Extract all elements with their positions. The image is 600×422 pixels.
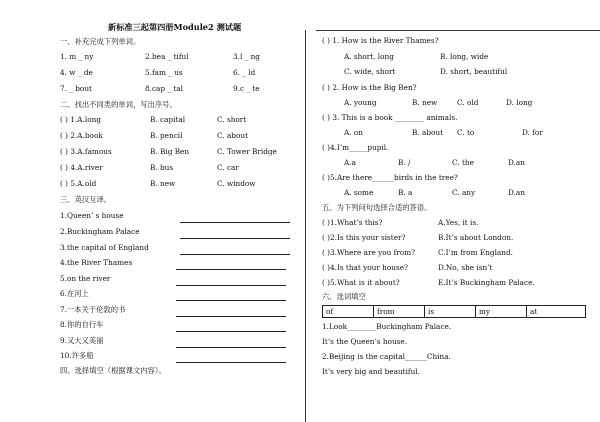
s4-q2-opt: C. old [457, 98, 479, 107]
s4-q4: ( )4.I’m_____pupil. [322, 143, 389, 152]
column-divider [305, 30, 306, 422]
s4-q3-opt: C. to [457, 128, 475, 137]
s5-question: ( )4.Is that your house? [322, 263, 408, 272]
s3-item: 10.许多船 [60, 351, 94, 360]
s4-q4-opt: A.a [344, 158, 356, 167]
word-bank-cell: at [527, 306, 586, 318]
s2-q4-b: B. bus [150, 163, 174, 172]
s4-q1: ( ) 1. How is the River Thames? [322, 36, 439, 45]
s4-q3-opt: B. about [412, 128, 444, 137]
right-top-rule [316, 30, 600, 31]
word-bank-cell: from [374, 306, 425, 318]
word-bank-table [322, 305, 586, 318]
section4-heading: 四、选择填空（根据课文内容）。 [60, 366, 166, 375]
page-title: 新标准三起第四册Module2 测试题 [108, 22, 242, 32]
answer-blank[interactable] [176, 285, 286, 286]
s4-q3: ( ) 3. This is a book ________ animals. [322, 113, 458, 122]
s2-q1: ( ) 1.A.long [60, 115, 101, 124]
s4-q1-opt: C. wide, short [344, 67, 396, 76]
section1-heading: 一、补充完成下列单词。 [60, 37, 141, 46]
answer-blank[interactable] [176, 362, 286, 363]
s6-line: It’s very big and beautiful. [322, 367, 420, 376]
s4-q2-opt: D. long [506, 98, 533, 107]
s6-line: It’s the Queen’s house. [322, 337, 408, 346]
answer-blank[interactable] [176, 331, 286, 332]
s4-q1-opt: A. short, long [344, 52, 394, 61]
s4-q5-opt: D.an [508, 188, 525, 197]
s4-q5-opt: A. some [344, 188, 374, 197]
s4-q1-opt: B. long, wide [440, 52, 489, 61]
s2-q4-c: C. car [217, 163, 239, 172]
answer-blank[interactable] [176, 316, 286, 317]
s4-q3-opt: D. for [522, 128, 543, 137]
s3-item: 7.一本关于伦敦的书 [60, 305, 126, 314]
s5-question: ( )5.What is it about? [322, 278, 400, 287]
s2-q2-c: C. about [217, 131, 249, 140]
s4-q4-opt: C. the [452, 158, 474, 167]
s4-q5-opt: B. a [398, 188, 413, 197]
s2-q5-c: C. window [217, 179, 256, 188]
s1-item: 9.c _ te [233, 84, 260, 93]
s2-q3: ( ) 3.A.famous [60, 147, 112, 156]
section3-heading: 三、英汉互译。 [60, 195, 112, 204]
s4-q5: ( )5.Are there______birds in the tree? [322, 173, 458, 182]
answer-blank[interactable] [180, 254, 290, 255]
word-bank-cell: is [425, 306, 476, 318]
s4-q4-opt: D.an [508, 158, 525, 167]
s3-item: 1.Queen’ s house [60, 211, 124, 220]
s5-question: ( )2.Is this your sister? [322, 233, 406, 242]
s3-item: 5.on the river [60, 274, 111, 283]
s2-q1-b: B. capital [150, 115, 186, 124]
answer-blank[interactable] [176, 347, 286, 348]
section2-heading: 二、找出不同类的单词，写出序号。 [60, 100, 177, 109]
s5-answer: C.I’m from England. [438, 248, 513, 257]
s3-item: 2.Buckingham Palace [60, 227, 140, 236]
s5-question: ( )1.What’s this? [322, 218, 383, 227]
s4-q2: ( ) 2. How is the Big Ben? [322, 83, 417, 92]
s1-item: 7. _ bout [60, 84, 92, 93]
section5-heading: 五、为下列问句选择合适的答语。 [322, 203, 432, 212]
s3-item: 6.在河上 [60, 289, 89, 298]
answer-blank[interactable] [176, 300, 286, 301]
s1-item: 6. _ ld [233, 68, 256, 77]
s1-item: 8.cap _ tal [145, 84, 183, 93]
s1-item: 2.bea _ tiful [145, 52, 189, 61]
section6-heading: 六、选词填空 [322, 292, 366, 301]
s5-answer: A.Yes, it is. [438, 218, 479, 227]
s2-q2-b: B. pencil [150, 131, 183, 140]
s3-item: 8.你的自行车 [60, 320, 104, 329]
word-bank-cell: of [323, 306, 374, 318]
s2-q3-c: C. Tower Bridge [217, 147, 277, 156]
answer-blank[interactable] [180, 238, 290, 239]
s1-item: 5.fam _ us [145, 68, 183, 77]
word-bank-cell: my [476, 306, 527, 318]
s3-item: 3.the capital of England [60, 243, 149, 252]
s3-item: 9.又大又美丽 [60, 336, 104, 345]
s1-item: 3.l _ ng [233, 52, 260, 61]
s5-answer: B.It’s about London. [438, 233, 514, 242]
s4-q2-opt: A. young [344, 98, 377, 107]
s5-question: ( )3.Where are you from? [322, 248, 416, 257]
s6-line: 2.Beijing is the capital______China. [322, 352, 451, 361]
answer-blank[interactable] [176, 269, 286, 270]
s5-answer: D.No, she isn’t [438, 263, 493, 272]
s2-q5: ( ) 5.A.old [60, 179, 97, 188]
s2-q4: ( ) 4.A.river [60, 163, 103, 172]
s2-q3-b: B. Big Ben [150, 147, 190, 156]
s4-q5-opt: C. any [452, 188, 476, 197]
s2-q5-b: B. new [150, 179, 176, 188]
s4-q2-opt: B. new [412, 98, 438, 107]
answer-blank[interactable] [180, 222, 290, 223]
s1-item: 4. w _ de [60, 68, 93, 77]
s5-answer: E.It’s Buckingham Palace. [438, 278, 535, 287]
s4-q3-opt: A. on [344, 128, 364, 137]
s3-item: 4.the River Thames [60, 258, 133, 267]
s6-line: 1.Look________Buckingham Palace. [322, 322, 452, 331]
s2-q2: ( ) 2.A.book [60, 131, 103, 140]
s1-item: 1. m _ ny [60, 52, 94, 61]
s2-q1-c: C. short [217, 115, 247, 124]
s4-q1-opt: D. short, beautiful [440, 67, 508, 76]
s4-q4-opt: B. / [398, 158, 411, 167]
